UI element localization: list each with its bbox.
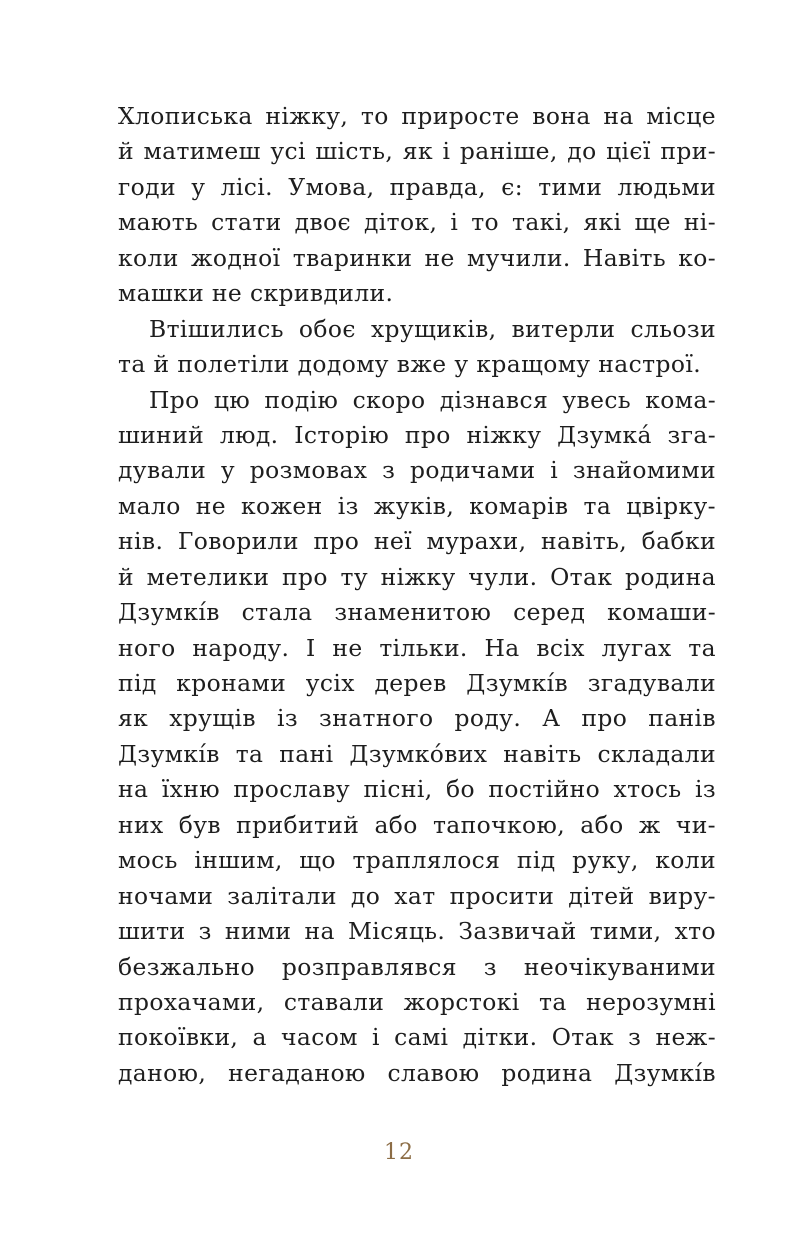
text-line: коли жодної тваринки не мучили. Навіть ко- <box>118 243 716 272</box>
text-line: шиний люд. Історію про ніжку Дзумка́ зга- <box>118 420 716 449</box>
text-line: Дзумкі́в та пані Дзумко́вих навіть складали <box>118 739 716 768</box>
text-line: Втішились обоє хрущиків, витерли сльози <box>149 314 716 343</box>
text-line: ночами залітали до хат просити дітей виру- <box>118 881 716 910</box>
text-line: Хлописька ніжку, то приросте вона на місце <box>118 102 716 130</box>
text-line: під кронами усіх дерев Дзумкі́в згадували <box>118 669 716 697</box>
text-line: прохачами, ставали жорстокі та нерозумні <box>118 987 716 1016</box>
text-line: на їхню прославу пісні, бо постійно хтось із <box>118 775 716 804</box>
text-line: Про цю подію скоро дізнався увесь кома- <box>149 385 716 414</box>
text-line: даною, негаданою славою родина Дзумкі́в <box>118 1058 716 1087</box>
text-line: мають стати двоє діток, і то такі, які ще ні- <box>118 208 716 237</box>
text-line: Дзумкі́в стала знаменитою серед комаши- <box>118 598 716 627</box>
text-line: безжально розправлявся з неочікуваними <box>118 952 716 981</box>
text-line: та й полетіли додому вже у кращому настрої. <box>118 350 702 379</box>
text-line: них був прибитий або тапочкою, або ж чи- <box>118 810 716 839</box>
text-line: й матимеш усі шість, як і раніше, до цієї при- <box>118 137 716 166</box>
body-text <box>118 99 716 1091</box>
text-line: мось іншим, що траплялося під руку, коли <box>118 846 716 875</box>
text-line: як хрущів із знатного роду. А про панів <box>118 704 716 733</box>
text-line: мало не кожен із жуків, комарів та цвірку- <box>118 491 716 520</box>
text-line: й метелики про ту ніжку чули. Отак родина <box>118 562 716 591</box>
text-line: шити з ними на Місяць. Зазвичай тими, хто <box>118 917 716 946</box>
page-number: 12 <box>384 1140 414 1165</box>
text-line: дували у розмовах з родичами і знайомими <box>118 456 716 485</box>
text-line: ного народу. І не тільки. На всіх лугах та <box>118 633 716 662</box>
text-line: годи у лісі. Умова, правда, є: тими людьми <box>118 172 716 201</box>
text-line: покоївки, а часом і самі дітки. Отак з неж- <box>118 1023 716 1052</box>
text-line: машки не скривдили. <box>118 279 394 308</box>
text-line: нів. Говорили про неї мурахи, навіть, бабки <box>118 527 716 556</box>
